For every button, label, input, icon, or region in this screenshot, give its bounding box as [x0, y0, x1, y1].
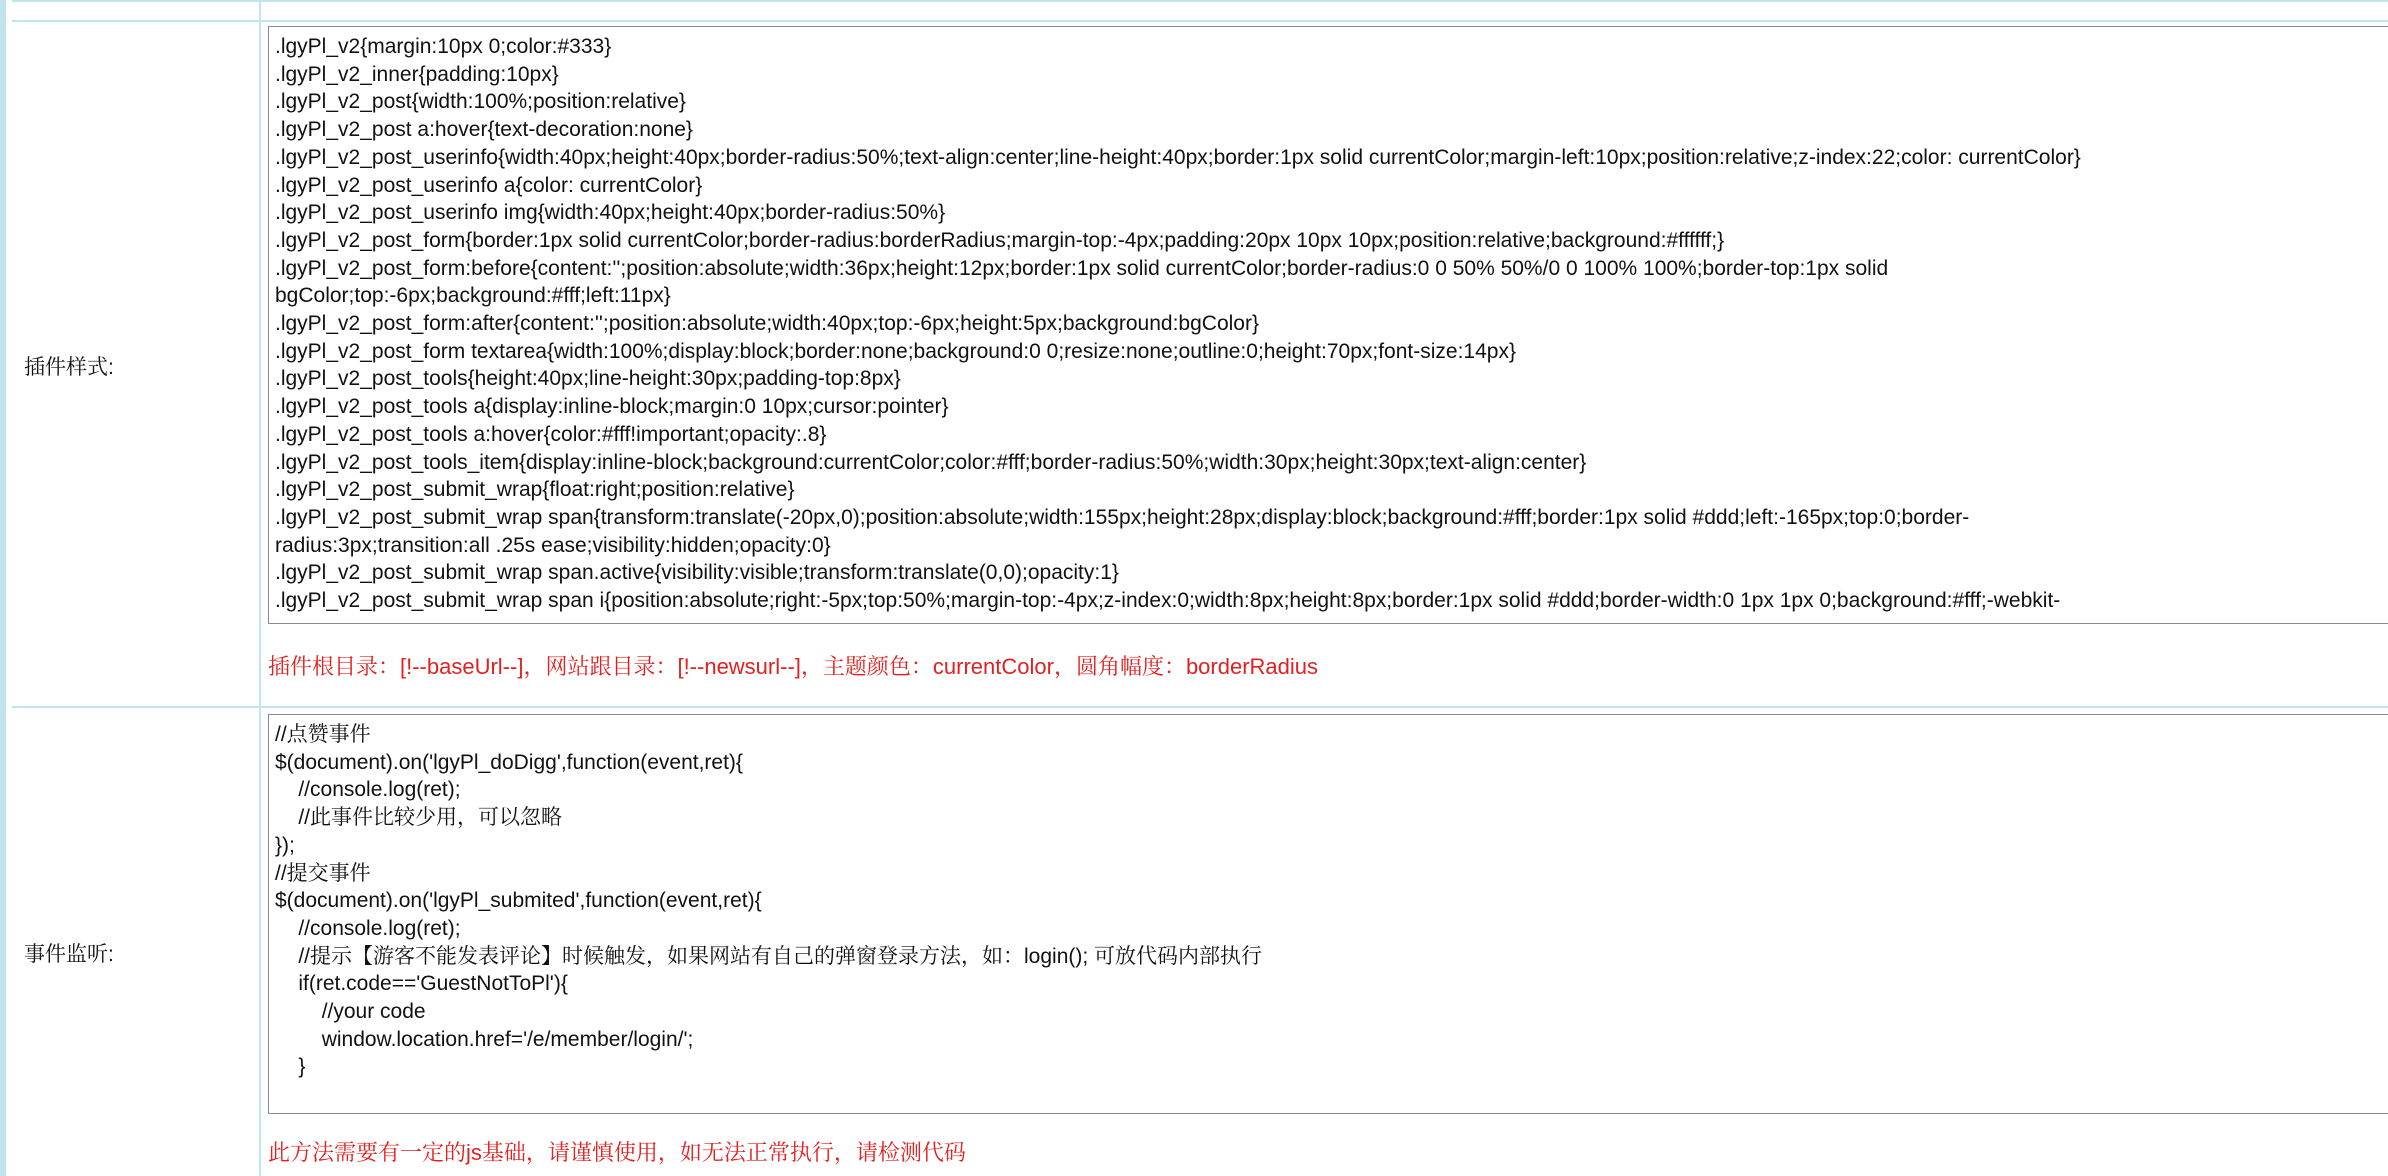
code-line: $(document).on('lgyPl_doDigg',function(event,ret){: [275, 750, 743, 774]
code-line: bgColor;top:-6px;background:#fff;left:11px}: [275, 284, 671, 308]
code-line: .lgyPl_v2_post_form:before{content:'';position:absolute;width:36px;height:12px;border:1px solid currentColor;border-radius:0 0 50% 50%/0 0 100% 100%;border-top:1px solid: [275, 256, 1889, 280]
plugin-styles-hint: 插件根目录：[!--baseUrl--]，网站跟目录：[!--newsurl--]，主题颜色：currentColor，圆角幅度：borderRadius: [268, 654, 1319, 679]
plugin-styles-label: 插件样式:: [24, 356, 114, 379]
code-line: }: [275, 1055, 306, 1079]
code-line: //此事件比较少用，可以忽略: [275, 806, 563, 830]
code-line: //提交事件: [275, 861, 371, 885]
row-divider-top: [12, 0, 2388, 2]
code-line: .lgyPl_v2_post_submit_wrap span{transform:translate(-20px,0);position:absolute;width:155px;height:28px;display:block;background:#fff;border:1px solid #ddd;left:-165px;top:0;border-: [275, 505, 1970, 529]
code-line: .lgyPl_v2_post_submit_wrap span i{position:absolute;right:-5px;top:50%;margin-top:-4px;z-index:0;width:8px;height:8px;border:1px solid #ddd;border-width:0 1px 1px 0;background:#fff;-webkit-: [275, 589, 2061, 613]
code-line: //console.log(ret);: [275, 778, 461, 802]
event-listener-label: 事件监听:: [24, 943, 114, 966]
code-line: .lgyPl_v2_post_submit_wrap{float:right;position:relative}: [275, 478, 795, 502]
row-divider: [12, 706, 2388, 708]
code-line: .lgyPl_v2_post_submit_wrap span.active{visibility:visible;transform:translate(0,0);opacity:1}: [275, 561, 1119, 585]
code-line: .lgyPl_v2_post_form:after{content:'';position:absolute;width:40px;top:-6px;height:5px;background:bgColor}: [275, 312, 1259, 336]
code-line: .lgyPl_v2_post_tools_item{display:inline-block;background:currentColor;color:#fff;border-radius:50%;width:30px;height:30px;text-align:center}: [275, 450, 1587, 474]
event-listener-hint: 此方法需要有一定的js基础，请谨慎使用，如无法正常执行，请检测代码: [268, 1140, 966, 1165]
event-listener-textarea[interactable]: [268, 714, 2388, 1114]
code-line: .lgyPl_v2_post_form{border:1px solid currentColor;border-radius:borderRadius;margin-top:-4px;padding:20px 10px 10px;position:relative;background:#ffffff;}: [275, 228, 1725, 252]
code-line: radius:3px;transition:all .25s ease;visibility:hidden;opacity:0}: [275, 533, 831, 557]
code-line: .lgyPl_v2_post_tools a:hover{color:#fff!important;opacity:.8}: [275, 422, 827, 446]
row-divider: [12, 20, 2388, 22]
code-line: //your code: [275, 1000, 426, 1024]
code-line: .lgyPl_v2_post_userinfo a{color: currentColor}: [275, 173, 703, 197]
column-divider: [259, 0, 261, 1176]
code-line: if(ret.code=='GuestNotToPl'){: [275, 972, 568, 996]
code-line: .lgyPl_v2_post_userinfo img{width:40px;height:40px;border-radius:50%}: [275, 201, 946, 225]
code-line: .lgyPl_v2_post_tools a{display:inline-block;margin:0 10px;cursor:pointer}: [275, 395, 949, 419]
code-line: //点赞事件: [275, 723, 371, 746]
code-line: .lgyPl_v2_post_userinfo{width:40px;height:40px;border-radius:50%;text-align:center;line-height:40px;border:1px solid currentColor;margin-left:10px;position:relative;z-index:22;color: currentColor}: [275, 145, 2081, 169]
code-line: $(document).on('lgyPl_submited',function(event,ret){: [275, 889, 762, 913]
code-line: .lgyPl_v2_post a:hover{text-decoration:none}: [275, 118, 693, 142]
code-line: //console.log(ret);: [275, 916, 461, 940]
code-line: .lgyPl_v2{margin:10px 0;color:#333}: [275, 35, 612, 58]
code-line: //提示【游客不能发表评论】时候触发，如果网站有自己的弹窗登录方法，如：login(); 可放代码内部执行: [275, 944, 1263, 968]
code-line: .lgyPl_v2_inner{padding:10px}: [275, 62, 559, 86]
code-line: });: [275, 833, 295, 857]
code-line: .lgyPl_v2_post_form textarea{width:100%;display:block;border:none;background:0 0;resize:none;outline:0;height:70px;font-size:14px}: [275, 339, 1516, 363]
plugin-styles-textarea[interactable]: [268, 26, 2388, 624]
code-line: .lgyPl_v2_post_tools{height:40px;line-height:30px;padding-top:8px}: [275, 367, 901, 391]
code-line: window.location.href='/e/member/login/';: [275, 1027, 694, 1051]
code-line: .lgyPl_v2_post{width:100%;position:relative}: [275, 90, 686, 114]
